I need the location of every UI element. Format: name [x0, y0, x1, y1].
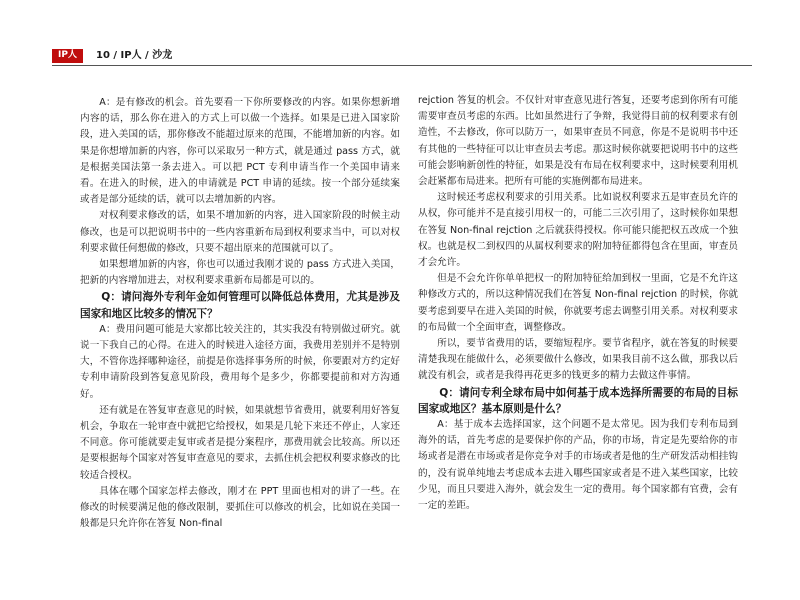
question-heading: Q：请问专利全球布局中如何基于成本选择所需要的布局的目标国家或地区？基本原则是什么？	[418, 386, 738, 415]
body-paragraph: 但是不会允许你单单把权一的附加特征给加到权一里面，它是不允许这种修改方式的，所以这种情况我们在答复 Non-final rejction 的时候，你就要考虑到要早在进入美国的时候，你就要考虑去调整引用关系。对权利要求的布局做一个全面审查，调整修改。	[418, 273, 738, 333]
answer-paragraph: A：是有修改的机会。首先要看一下你所要修改的内容。如果你想新增内容的话，那么你在进入的方式上可以做一个选择。如果是已进入国家阶段，进入美国的话，那你修改不能超过原来的范围，不能增加新的内容。如果是你想增加新的内容，你可以采取另一种方式，就是通过 pass 方式，就是根据美国法第一条去进入。可以把 PCT 专利申请当作一个美国申请来看。在进入的时候，进入的申请就是 PCT 申请的延续。按一个部分延续案或者是部分延续的话，就可以去增加新的内容。	[80, 97, 400, 206]
ip-logo-badge: IP人	[52, 49, 83, 63]
body-paragraph: 如果想增加新的内容，你也可以通过我刚才说的 pass 方式进入美国，把新的内容增加进去，对权利要求重新布局都是可以的。	[80, 259, 400, 287]
running-title: 10 / IP人 / 沙龙	[96, 50, 173, 61]
body-paragraph: 所以，要节省费用的话，要缩短程序。要节省程序，就在答复的时候要清楚我现在能做什么，必须要做什么修改，如果我目前不这么做，那我以后就没有机会，或者是我得再花更多的钱更多的精力去做这件事情。	[418, 338, 738, 382]
question-heading: Q：请问海外专利年金如何管理可以降低总体费用，尤其是涉及国家和地区比较多的情况下？	[80, 291, 400, 320]
body-paragraph: 对权利要求修改的话，如果不增加新的内容，进入国家阶段的时候主动修改，也是可以把说明书中的一些内容重新布局到权利要求当中，可以对权利要求做任何想做的修改，只要不超出原来的范围就可以了。	[80, 210, 400, 254]
continued-paragraph: rejction 答复的机会。不仅针对审查意见进行答复，还要考虑到你所有可能需要审查员考虑的东西。比如虽然进行了争辩，我觉得目前的权利要求有创造性，不去修改，你可以防万一，如果审查员不同意，你是不是说明书中还有其他的一些特征可以让审查员去考虑。那这时候你就要把说明书中的这些可能会影响新创性的特征，如果是没有布局在权利要求中，这时候要利用机会赶紧都布局进来。把所有可能的实施例都布局进来。	[418, 95, 738, 188]
header-rule	[52, 65, 752, 66]
page-header	[52, 49, 752, 63]
answer-paragraph: A：基于成本去选择国家，这个问题不是太常见。因为我们专利布局到海外的话，首先考虑的是要保护你的产品，你的市场，肯定是先要给你的市场或者是潜在市场或者是你竞争对手的市场或者是他的生产研发活动相挂钩的，没有说单纯地去考虑成本去进入哪些国家或者是不进入某些国家，比较少见，而且只要进入海外，就会发生一定的费用。每个国家都有官费，会有一定的差距。	[418, 419, 738, 512]
body-paragraph: 具体在哪个国家怎样去修改，刚才在 PPT 里面也相对的讲了一些。在修改的时候要满足他的修改限制，要抓住可以修改的机会，比如说在美国一般都是只允许你在答复 Non-final	[80, 485, 400, 530]
answer-paragraph: A：费用问题可能是大家都比较关注的，其实我没有特别做过研究。就说一下我自己的心得。在进入的时候进入途径方面，我费用差别并不是特别大，不管你选择哪种途径，前提是你选择事务所的时候，你要跟对方约定好专利申请阶段到答复意见阶段，费用每个是多少，你都要提前和对方沟通好。	[80, 323, 400, 400]
right-column	[418, 93, 738, 514]
body-paragraph: 还有就是在答复审查意见的时候，如果就想节省费用，就要利用好答复机会，争取在一轮审查中就把它给授权，如果是几轮下来还不停止，人家还不同意。你可能就要走复审或者是提分案程序，那费用就会比较高。所以还是要根据每个国家对答复审查意见的要求，去抓住机会把权利要求修改的比较适合授权。	[80, 404, 400, 481]
body-paragraph: 这时候还考虑权利要求的引用关系。比如说权利要求五是审查员允许的从权，你可能并不是直接引用权一的，可能二三次引用了，这时候你如果想在答复 Non-final rejction 之后就获得授权。你可能只能把权五改成一个独权。也就是权二到权四的从属权利要求的附加特征都得包含在里面，审查员才会允许。	[418, 192, 738, 269]
left-column	[80, 95, 400, 532]
